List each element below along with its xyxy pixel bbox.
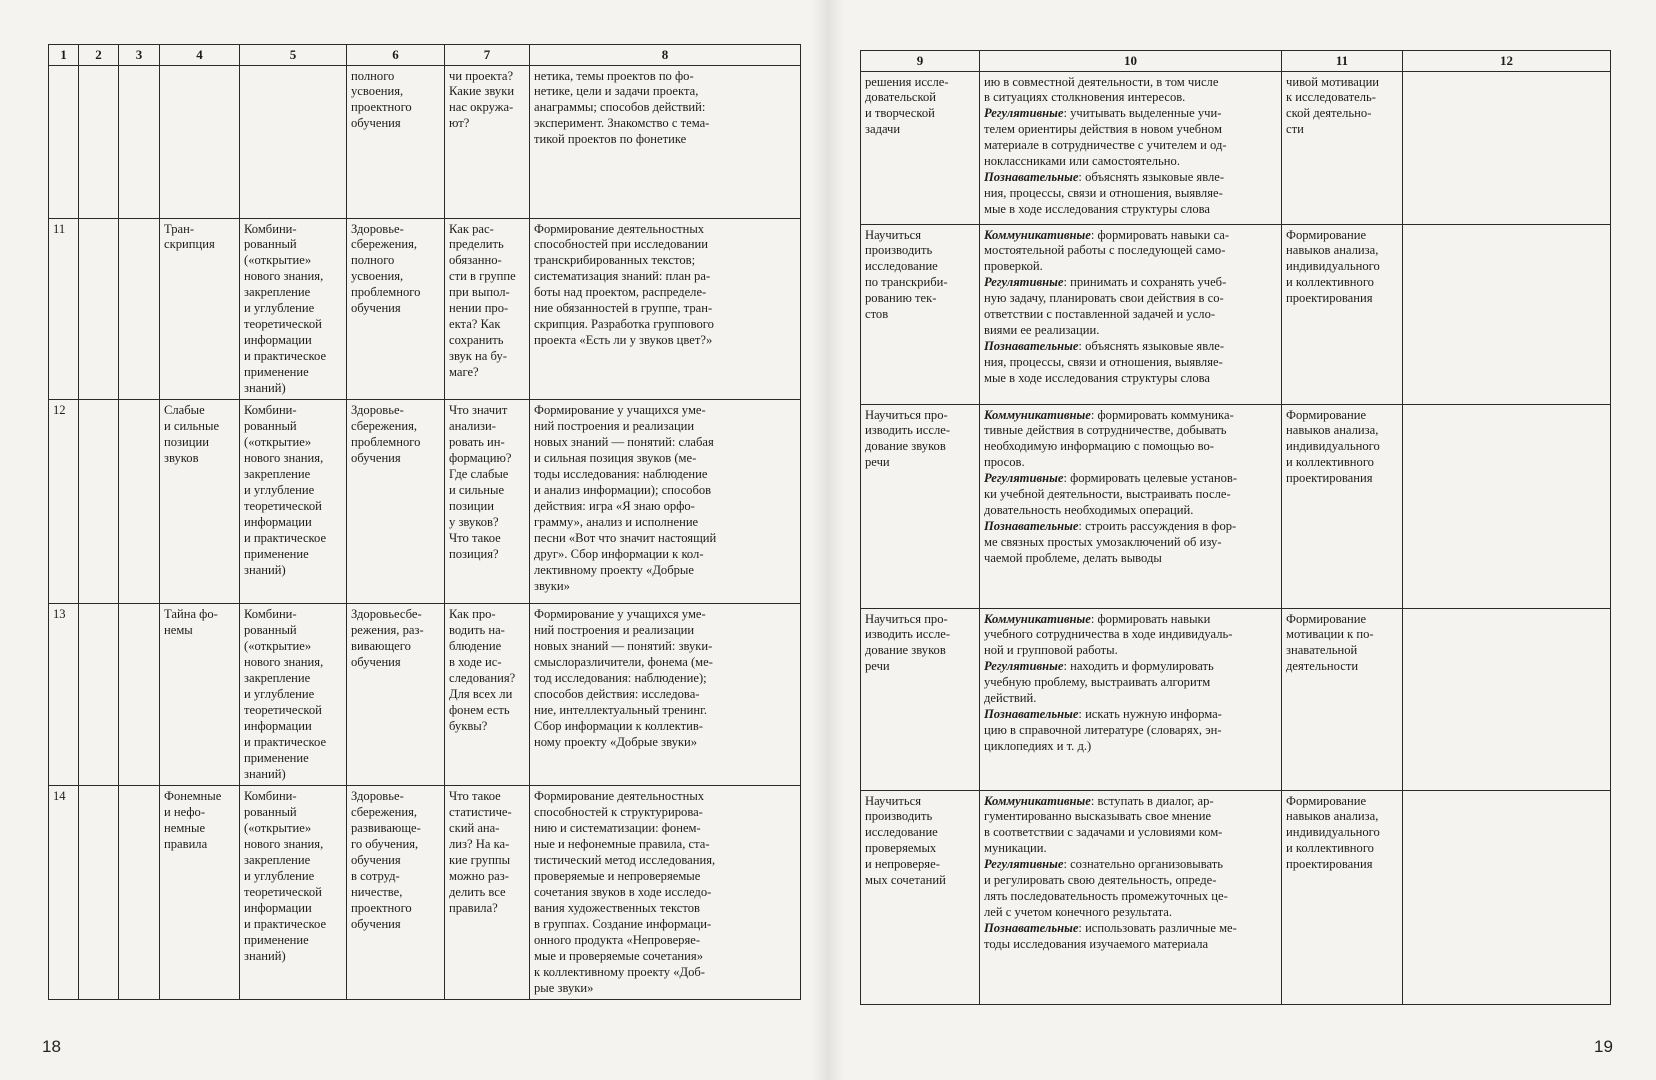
table-row	[49, 786, 801, 1000]
uud-description: : формировать коммуника- тивные действия в сотрудничестве, добывать необходимую информацию с помощью во- просов.	[984, 407, 1234, 470]
column-header: 2	[79, 45, 119, 66]
uud-entry	[984, 75, 1278, 107]
uud-category-label: Регулятивные	[984, 275, 1064, 290]
lesson-number-cell: 12	[49, 400, 79, 604]
uud-description: : объяснять языковые явле- ния, процессы, связи и отношения, выявляе- мые в ходе исследования структуры слова	[984, 339, 1225, 386]
date-fact-cell	[119, 65, 160, 218]
lesson-number-cell: 13	[49, 604, 79, 786]
uud-entry	[984, 659, 1278, 707]
activity-description-cell: нетика, темы проектов по фо- нетике, цели и задачи проекта, анаграммы; способов действий: эксперимент. Знакомство с тема- тикой проектов по фонетике	[530, 65, 801, 218]
lesson-topic-cell: Фонемные и нефо- немные правила	[160, 786, 240, 1000]
uud-entry	[984, 921, 1278, 953]
uud-description: : формировать навыки са- мостоятельной работы с последующей само- проверкой.	[984, 227, 1230, 274]
problem-question-cell: Как рас- пределить обязанно- сти в группе при выпол- нении про- екта? Как сохранить звук на бу- маге?	[445, 218, 530, 400]
personal-results-cell: Формирование навыков анализа, индивидуального и коллективного проектирования	[1282, 224, 1403, 404]
activity-description-cell: Формирование у учащихся уме- ний построения и реализации новых знаний — понятий: звуки- смыслоразличители, фонема (ме- тод исследования: наблюдение); способов действия: исследова- ние, интеллектуальный тренинг. Сбор информации к коллектив- ному проекту «Добрые звуки»	[530, 604, 801, 786]
table-header-row	[861, 51, 1611, 72]
lesson-plan-table-right	[860, 50, 1611, 1005]
uud-description: : принимать и сохранять учеб- ную задачу, планировать свои действия в со- ответствии с поставленной задачей и усло- виями ее реализации.	[984, 275, 1227, 338]
column-header: 3	[119, 45, 160, 66]
subject-results-cell: Научиться про- изводить иссле- дование звуков речи	[861, 608, 980, 790]
activity-description-cell: Формирование деятельностных способностей к структурирова- нию и систематизации: фонем- ные и нефонемные правила, ста- тистический метод исследования, проверяемые и непроверяемые сочетания звуков в ходе исследо- вания художественных текстов в группах. Создание информаци- онного продукта «Непроверяе- мые и проверяемые сочетания» к коллективному проекту «Доб- рые звуки»	[530, 786, 801, 1000]
column-header: 8	[530, 45, 801, 66]
uud-entry	[984, 612, 1278, 660]
uud-entry	[984, 707, 1278, 755]
column-header: 4	[160, 45, 240, 66]
uud-entry	[984, 339, 1278, 387]
notes-cell	[1403, 224, 1611, 404]
uud-category-label: Регулятивные	[984, 659, 1064, 674]
problem-question-cell: Как про- водить на- блюдение в ходе ис- следования? Для всех ли фонем есть буквы?	[445, 604, 530, 786]
subject-results-cell: Научиться про- изводить иссле- дование звуков речи	[861, 404, 980, 608]
technologies-cell: полного усвоения, проектного обучения	[347, 65, 445, 218]
date-fact-cell	[119, 218, 160, 400]
subject-results-cell: Научиться производить исследование по транскриби- рованию тек- стов	[861, 224, 980, 404]
technologies-cell: Здоровье- сбережения, развивающе- го обучения, обучения в сотруд- ничестве, проектного обучения	[347, 786, 445, 1000]
notes-cell	[1403, 608, 1611, 790]
uud-entry	[984, 857, 1278, 921]
universal-learning-actions-cell	[980, 224, 1282, 404]
uud-category-label: Познавательные	[984, 339, 1079, 354]
column-header: 6	[347, 45, 445, 66]
lesson-type-cell: Комбини- рованный («открытие» нового знания, закрепление и углубление теоретической информации и практическое применение знаний)	[240, 786, 347, 1000]
lesson-type-cell: Комбини- рованный («открытие» нового знания, закрепление и углубление теоретической информации и практическое применение знаний)	[240, 604, 347, 786]
uud-description: : находить и формулировать учебную проблему, выстраивать алгоритм действий.	[984, 659, 1214, 706]
uud-category-label: Регулятивные	[984, 106, 1064, 121]
personal-results-cell: чивой мотивации к исследователь- ской деятельно- сти	[1282, 71, 1403, 224]
page-number: 18	[42, 1037, 61, 1056]
lesson-number-cell: 14	[49, 786, 79, 1000]
notes-cell	[1403, 71, 1611, 224]
subject-results-cell: решения иссле- довательской и творческой задачи	[861, 71, 980, 224]
table-row	[861, 71, 1611, 224]
personal-results-cell: Формирование навыков анализа, индивидуального и коллективного проектирования	[1282, 404, 1403, 608]
uud-category-label: Познавательные	[984, 170, 1079, 185]
lesson-type-cell: Комбини- рованный («открытие» нового знания, закрепление и углубление теоретической информации и практическое применение знаний)	[240, 218, 347, 400]
table-row	[861, 404, 1611, 608]
lesson-topic-cell	[160, 65, 240, 218]
lesson-type-cell	[240, 65, 347, 218]
uud-entry	[984, 794, 1278, 858]
table-row	[49, 604, 801, 786]
table-row	[49, 218, 801, 400]
table-row	[49, 65, 801, 218]
universal-learning-actions-cell	[980, 790, 1282, 1004]
date-fact-cell	[119, 604, 160, 786]
problem-question-cell: Что значит анализи- ровать ин- формацию? Где слабые и сильные позиции у звуков? Что такое позиция?	[445, 400, 530, 604]
uud-category-label: Коммуникативные	[984, 793, 1091, 808]
uud-category-label: Познавательные	[984, 707, 1079, 722]
universal-learning-actions-cell	[980, 71, 1282, 224]
uud-category-label: Познавательные	[984, 921, 1079, 936]
uud-description: : учитывать выделенные учи- телем ориентиры действия в новом учебном материале в сотрудничестве с учителем и од- ноклассниками или самостоятельно.	[984, 106, 1227, 169]
table-row	[861, 608, 1611, 790]
universal-learning-actions-cell	[980, 404, 1282, 608]
date-plan-cell	[79, 786, 119, 1000]
uud-category-label: Коммуникативные	[984, 407, 1091, 422]
date-plan-cell	[79, 65, 119, 218]
uud-description: : сознательно организовывать и регулировать свою деятельность, опреде- лять последовательность промежуточных це- лей с учетом конечного результата.	[984, 857, 1228, 920]
uud-entry	[984, 228, 1278, 276]
table-row	[49, 400, 801, 604]
column-header: 9	[861, 51, 980, 72]
uud-description: : использовать различные ме- тоды исследования изучаемого материала	[984, 921, 1237, 952]
personal-results-cell: Формирование навыков анализа, индивидуального и коллективного проектирования	[1282, 790, 1403, 1004]
uud-entry	[984, 408, 1278, 472]
problem-question-cell: чи проекта? Какие звуки нас окружа- ют?	[445, 65, 530, 218]
column-header: 11	[1282, 51, 1403, 72]
notes-cell	[1403, 790, 1611, 1004]
date-plan-cell	[79, 604, 119, 786]
date-plan-cell	[79, 218, 119, 400]
activity-description-cell: Формирование деятельностных способностей при исследовании транскрибированных текстов; систематизация знаний: план ра- боты над проектом, распределе- ние обязанностей в группе, тран- скрипция. Разработка группового проекта «Есть ли у звуков цвет?»	[530, 218, 801, 400]
lesson-plan-table-left	[48, 44, 801, 1000]
column-header: 10	[980, 51, 1282, 72]
lesson-topic-cell: Тайна фо- немы	[160, 604, 240, 786]
lesson-number-cell: 11	[49, 218, 79, 400]
uud-category-label: Регулятивные	[984, 857, 1064, 872]
column-header: 7	[445, 45, 530, 66]
technologies-cell: Здоровье- сбережения, проблемного обучения	[347, 400, 445, 604]
uud-description: ию в совместной деятельности, в том числе в ситуациях столкновения интересов.	[984, 74, 1219, 105]
lesson-type-cell: Комбини- рованный («открытие» нового знания, закрепление и углубление теоретической информации и практическое применение знаний)	[240, 400, 347, 604]
column-header: 5	[240, 45, 347, 66]
date-fact-cell	[119, 786, 160, 1000]
uud-description: : строить рассуждения в фор- ме связных простых умозаключений об изу- чаемой проблеме, делать выводы	[984, 519, 1237, 566]
column-header: 12	[1403, 51, 1611, 72]
uud-entry	[984, 471, 1278, 519]
uud-entry	[984, 170, 1278, 218]
activity-description-cell: Формирование у учащихся уме- ний построения и реализации новых знаний — понятий: слабая и сильная позиция звуков (ме- тоды исследования: наблюдение и анализ информации); способов действия: игра «Я знаю орфо- грамму», анализ и исполнение песни «Вот что значит настоящий друг». Сбор информации к кол- лективному проекту «Добрые звуки»	[530, 400, 801, 604]
page-number: 19	[1594, 1037, 1613, 1056]
problem-question-cell: Что такое статистиче- ский ана- лиз? На ка- кие группы можно раз- делить все правила?	[445, 786, 530, 1000]
universal-learning-actions-cell	[980, 608, 1282, 790]
table-row	[861, 790, 1611, 1004]
uud-description: : объяснять языковые явле- ния, процессы, связи и отношения, выявляе- мые в ходе исследования структуры слова	[984, 170, 1225, 217]
column-header: 1	[49, 45, 79, 66]
notes-cell	[1403, 404, 1611, 608]
technologies-cell: Здоровье- сбережения, полного усвоения, проблемного обучения	[347, 218, 445, 400]
uud-category-label: Коммуникативные	[984, 227, 1091, 242]
uud-entry	[984, 519, 1278, 567]
technologies-cell: Здоровьесбе- режения, раз- вивающего обучения	[347, 604, 445, 786]
date-fact-cell	[119, 400, 160, 604]
personal-results-cell: Формирование мотивации к по- знавательной деятельности	[1282, 608, 1403, 790]
uud-entry	[984, 275, 1278, 339]
uud-description: : вступать в диалог, ар- гументированно высказывать свое мнение в соответствии с задачами и условиями ком- муникации.	[984, 793, 1223, 856]
uud-category-label: Познавательные	[984, 519, 1079, 534]
uud-description: : формировать навыки учебного сотрудничества в ходе индивидуаль- ной и групповой работы.	[984, 611, 1233, 658]
lesson-topic-cell: Слабые и сильные позиции звуков	[160, 400, 240, 604]
right-page	[836, 0, 1656, 1080]
uud-description: : искать нужную информа- цию в справочной литературе (словарях, эн- циклопедиях и т. д.)	[984, 707, 1222, 754]
table-row	[861, 224, 1611, 404]
uud-category-label: Регулятивные	[984, 471, 1064, 486]
uud-description: : формировать целевые установ- ки учебной деятельности, выстраивать после- довательность необходимых операций.	[984, 471, 1238, 518]
lesson-topic-cell: Тран- скрипция	[160, 218, 240, 400]
subject-results-cell: Научиться производить исследование проверяемых и непроверяе- мых сочетаний	[861, 790, 980, 1004]
table-header-row	[49, 45, 801, 66]
uud-category-label: Коммуникативные	[984, 611, 1091, 626]
uud-entry	[984, 106, 1278, 170]
lesson-number-cell	[49, 65, 79, 218]
left-page	[0, 0, 820, 1080]
date-plan-cell	[79, 400, 119, 604]
